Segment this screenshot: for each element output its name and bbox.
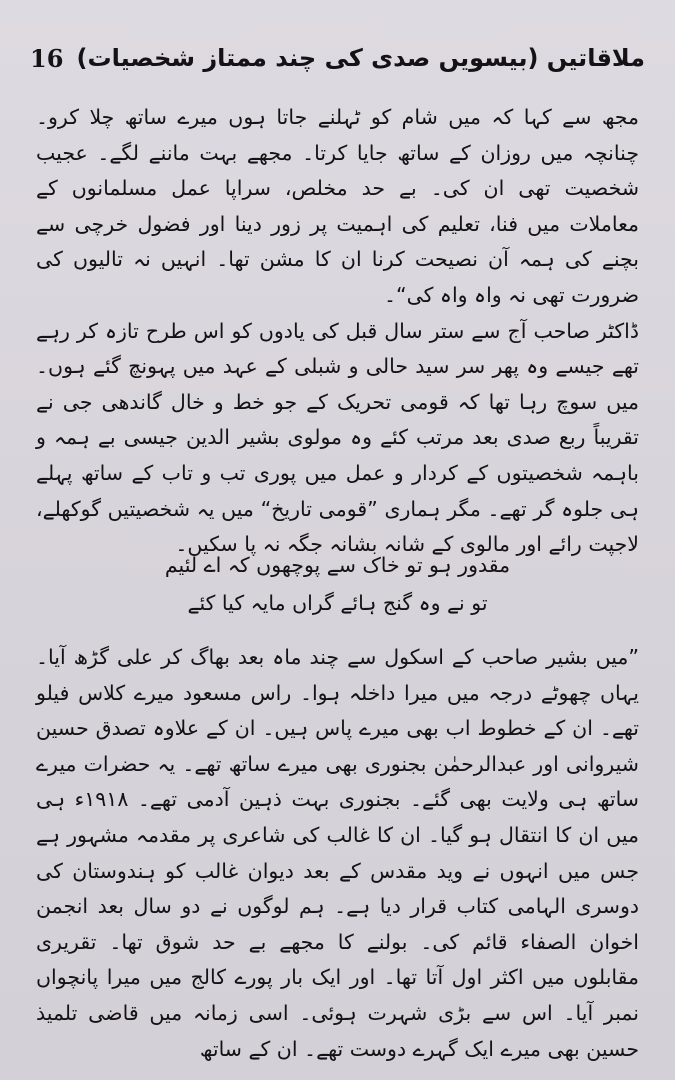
paragraph-1: مجھ سے کہا کہ میں شام کو ٹہلنے جاتا ہوں میرے ساتھ چلا کرو۔ چنانچہ میں روزان کے ساتھ جایا کرتا۔ مجھے بہت ماننے لگے۔ عجیب شخصیت تھی ان کی۔ بے حد مخلص، سراپا عمل مسلمانوں کے معاملات میں فنا، تعلیم کی اہمیت پر زور دینا اور فضول خرچی سے بچنے کی ہمہ آن نصیحت کرنا ان کا مشن تھا۔ انہیں نہ تالیوں کی ضرورت تھی نہ واہ واہ کی“۔: [36, 105, 639, 307]
verse-line-1: مقدور ہو تو خاک سے پوچھوں کہ اے لئیم: [164, 553, 511, 577]
paragraph-2: ڈاکٹر صاحب آج سے ستر سال قبل کی یادوں کو اس طرح تازہ کر رہے تھے جیسے وہ پھر سر سید حالی و شبلی کے عہد میں پہونچ گئے ہوں۔ میں سوچ رہا تھا کہ قومی تحریک کے جو خط و خال گاندھی جی نے تقریباً ربع صدی بعد مرتب کئے وہ مولوی بشیر الدین جیسی بے ہمہ و باہمہ شخصیتوں کے کردار و عمل میں پوری تب و تاب کے ساتھ پہلے ہی جلوہ گر تھے۔ مگر ہماری ”قومی تاریخ“ میں یہ شخصیتیں گوکھلے، لاجپت رائے اور مالوی کے شانہ بشانہ جگہ نہ پا سکیں۔: [36, 318, 639, 557]
running-header-title: ملاقاتیں (بیسویں صدی کی چند ممتاز شخصیات): [76, 44, 645, 72]
body-text-bottom: [36, 640, 639, 1067]
paragraph-3: ”میں بشیر صاحب کے اسکول سے چند ماہ بعد بھاگ کر علی گڑھ آیا۔ یہاں چھوٹے درجہ میں میرا داخلہ ہوا۔ راس مسعود میرے کلاس فیلو تھے۔ ان کے خطوط اب بھی میرے پاس ہیں۔ ان کے علاوہ تصدق حسین شیروانی اور عبدالرحمٰن بجنوری بھی میرے ساتھ تھے۔ یہ حضرات میرے ساتھ ہی ولایت بھی گئے۔ بجنوری بہت ذہین آدمی تھے۔ ۱۹۱۸ء ہی میں ان کا انتقال ہو گیا۔ ان کا غالب کی شاعری پر مقدمہ مشہور ہے جس میں انہوں نے وید مقدس کے بعد دیوان غالب کو ہندوستان کی دوسری الہامی کتاب قرار دیا ہے۔ ہم لوگوں نے دو سال بعد انجمن اخوان الصفاء قائم کی۔ بولنے کا مجھے بے حد شوق تھا۔ تقریری مقابلوں میں اکثر اول آتا تھا۔ اور ایک بار پورے کالج میں میرا پانچواں نمبر آیا۔ اس سے بڑی شہرت ہوئی۔ اسی زمانہ میں قاضی تلمیذ حسین بھی میرے ایک گہرے دوست تھے۔ ان کے ساتھ: [36, 645, 639, 1061]
verse-line-2: تو نے وہ گنج ہائے گراں مایہ کیا کئے: [187, 591, 488, 615]
page-header: [30, 38, 645, 78]
page-number: 16: [30, 43, 64, 73]
body-text-top: [36, 100, 639, 563]
